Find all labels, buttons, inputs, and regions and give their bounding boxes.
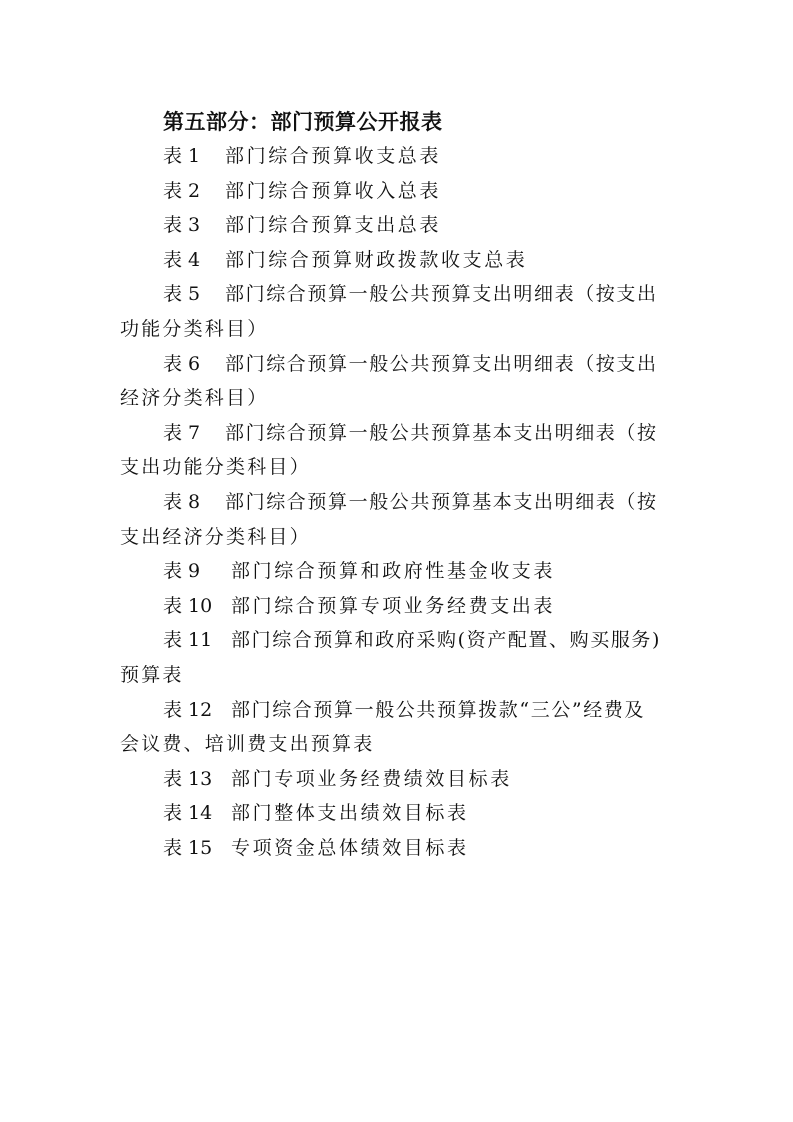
table-number: 表 14 xyxy=(163,802,213,825)
table-title: 部门综合预算支出总表 xyxy=(225,214,442,237)
table-number: 表 12 xyxy=(163,698,213,721)
list-item xyxy=(120,589,680,624)
table-number: 表 3 xyxy=(163,214,201,237)
table-title-continuation: 会议费、培训费支出预算表 xyxy=(120,733,375,756)
table-title: 部门综合预算收入总表 xyxy=(225,179,442,202)
table-title-continuation: 支出经济分类科目） xyxy=(120,525,311,548)
table-title: 部门综合预算一般公共预算基本支出明细表（按 xyxy=(225,421,658,444)
list-item xyxy=(120,796,680,831)
list-item xyxy=(120,416,680,485)
table-number: 表 8 xyxy=(163,490,201,513)
table-number: 表 2 xyxy=(163,179,201,202)
list-item xyxy=(120,831,680,866)
table-title: 部门综合预算一般公共预算支出明细表（按支出 xyxy=(225,352,658,375)
table-title: 部门综合预算财政拨款收支总表 xyxy=(225,248,528,271)
table-number: 表 10 xyxy=(163,594,213,617)
table-title: 部门综合预算一般公共预算拨款“三公”经费及 xyxy=(231,698,646,721)
list-item xyxy=(120,174,680,209)
table-title: 专项资金总体绩效目标表 xyxy=(231,836,469,859)
list-item xyxy=(120,277,680,346)
table-number: 表 9 xyxy=(163,560,201,583)
table-number: 表 13 xyxy=(163,767,213,790)
list-item xyxy=(120,208,680,243)
list-item xyxy=(120,693,680,762)
list-item xyxy=(120,762,680,797)
table-title: 部门综合预算和政府性基金收支表 xyxy=(231,560,556,583)
list-item xyxy=(120,139,680,174)
table-title: 部门综合预算专项业务经费支出表 xyxy=(231,594,556,617)
table-number: 表 11 xyxy=(163,629,213,652)
table-title-continuation: 功能分类科目） xyxy=(120,317,269,340)
table-title: 部门专项业务经费绩效目标表 xyxy=(231,767,512,790)
list-item xyxy=(120,243,680,278)
table-title-continuation: 预算表 xyxy=(120,663,184,686)
table-title: 部门综合预算一般公共预算基本支出明细表（按 xyxy=(225,490,658,513)
table-number: 表 5 xyxy=(163,283,201,306)
table-title: 部门综合预算收支总表 xyxy=(225,145,442,167)
table-number: 表 1 xyxy=(163,145,201,167)
list-item xyxy=(120,485,680,554)
section-heading: 第五部分：部门预算公开报表 xyxy=(163,110,443,134)
list-item xyxy=(120,347,680,416)
table-number: 表 15 xyxy=(163,836,213,859)
table-title-continuation: 经济分类科目） xyxy=(120,387,269,410)
table-number: 表 6 xyxy=(163,352,201,375)
table-title: 部门整体支出绩效目标表 xyxy=(231,802,469,825)
list-item xyxy=(120,554,680,589)
table-title-continuation: 支出功能分类科目） xyxy=(120,456,311,479)
table-title: 部门综合预算一般公共预算支出明细表（按支出 xyxy=(225,283,658,306)
table-list xyxy=(120,139,680,865)
table-number: 表 7 xyxy=(163,421,201,444)
table-number: 表 4 xyxy=(163,248,201,271)
list-item xyxy=(120,623,680,692)
table-title: 部门综合预算和政府采购(资产配置、购买服务) xyxy=(231,629,662,652)
